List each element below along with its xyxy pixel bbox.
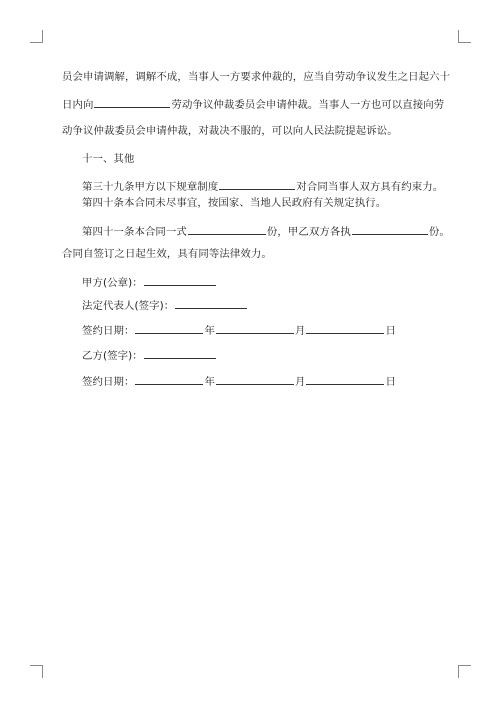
sign-date-label: 签约日期： [82,376,135,388]
party-a-signature-field[interactable] [144,275,216,286]
crop-mark-top-left [30,30,43,43]
article-text: 第三十九条甲方以下规章制度 [82,181,219,193]
paragraph-text: 日内向 [62,99,94,111]
year-label: 年 [204,376,215,388]
day-field[interactable] [306,374,384,385]
article-text: 合同自签订之日起生效，具有同等法律效力。 [62,248,272,260]
month-field[interactable] [216,323,294,334]
party-a-label: 甲方(公章)： [82,277,143,289]
party-b-label: 乙方(签字)： [82,350,143,362]
year-field[interactable] [135,323,203,334]
sign-date-line-2 [82,374,396,389]
article-41-line-2 [62,247,272,261]
fill-blank-copies-each[interactable] [352,224,428,235]
sign-date-label: 签约日期： [82,325,135,337]
month-label: 月 [294,325,306,337]
section-title [82,152,134,166]
year-label: 年 [204,325,215,337]
section-title-text: 十一、其他 [82,153,135,165]
article-text: 第四十一条本合同一式 [82,226,187,238]
day-label: 日 [385,325,396,337]
party-b-line [82,348,217,363]
paragraph-text: 员会申请调解，调解不成，当事人一方要求仲裁的，应当自劳动争议发生之日起六十 [62,71,451,83]
legal-rep-line [82,298,248,313]
fill-blank-arbitration-committee[interactable] [94,97,170,108]
article-40 [82,196,386,210]
month-field[interactable] [216,374,294,385]
party-b-signature-field[interactable] [144,348,216,359]
fill-blank-copies-total[interactable] [188,224,266,235]
crop-mark-bottom-left [30,665,43,678]
sign-date-line-1 [82,323,396,338]
crop-mark-top-right [458,30,471,43]
article-41 [82,224,450,239]
day-label: 日 [385,376,396,388]
paragraph-text: 动争议仲裁委员会申请仲裁，对裁决不服的，可以向人民法院提起诉讼。 [62,125,398,137]
crop-mark-bottom-right [458,665,471,678]
fill-blank-rules[interactable] [219,179,295,190]
paragraph-line-1 [62,70,450,84]
article-39 [82,179,443,194]
article-text: 份。 [428,226,450,238]
article-text: 第四十条本合同未尽事宜，按国家、当地人民政府有关规定执行。 [82,197,387,209]
legal-rep-signature-field[interactable] [175,298,247,309]
day-field[interactable] [306,323,384,334]
paragraph-text: 劳动争议仲裁委员会申请仲裁。当事人一方也可以直接向劳 [171,99,445,111]
article-text: 对合同当事人双方具有约束力。 [296,181,444,193]
month-label: 月 [294,376,306,388]
article-text: 份，甲乙双方各执 [266,226,351,238]
year-field[interactable] [135,374,203,385]
paragraph-line-2 [62,97,444,112]
party-a-line [82,275,217,290]
legal-rep-label: 法定代表人(签字)： [82,300,175,312]
paragraph-line-3 [62,124,398,138]
